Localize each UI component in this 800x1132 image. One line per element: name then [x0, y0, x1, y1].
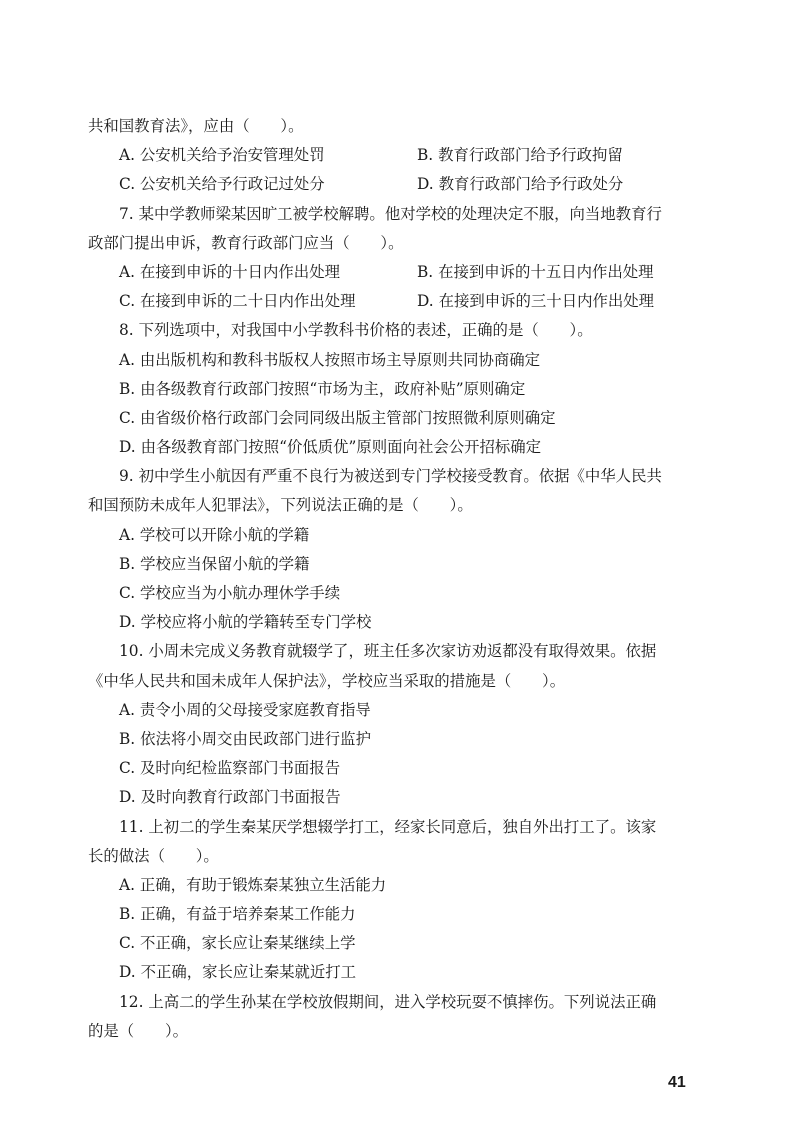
q11-stem-line-1: 11. 上初二的学生秦某厌学想辍学打工，经家长同意后，独自外出打工了。该家: [119, 817, 657, 836]
page-content: [88, 112, 708, 1046]
q7-options-row-1: [88, 258, 708, 287]
q9-option-c: C. 学校应当为小航办理休学手续: [119, 584, 341, 602]
q7-option-c: C. 在接到申诉的二十日内作出处理: [119, 292, 356, 311]
q9-option-a: A. 学校可以开除小航的学籍: [119, 525, 310, 544]
q6-options-row-1: [88, 141, 708, 170]
q7-stem-line-1: 7. 某中学教师梁某因旷工被学校解聘。他对学校的处理决定不服，向当地教育行: [119, 204, 662, 223]
q8-option-b: B. 由各级教育行政部门按照“市场为主，政府补贴”原则确定: [119, 379, 526, 398]
q11-option-b: B. 正确，有益于培养秦某工作能力: [119, 905, 356, 924]
q11-option-d: D. 不正确，家长应让秦某就近打工: [119, 963, 357, 982]
q8-option-a: A. 由出版机构和教科书版权人按照市场主导原则共同协商确定: [119, 350, 541, 369]
q6-stem-continuation: 共和国教育法》，应由（ ）。: [88, 117, 304, 135]
q10-option-c: C. 及时向纪检监察部门书面报告: [119, 759, 341, 778]
q11-option-c: C. 不正确，家长应让秦某继续上学: [119, 934, 356, 953]
q11-stem-line-2: 长的做法（ ）。: [88, 846, 219, 865]
q10-stem-line-1: 10. 小周未完成义务教育就辍学了，班主任多次家访劝返都没有取得效果。依据: [119, 642, 657, 661]
q12-stem-line-2: 的是（ ）。: [88, 1021, 189, 1040]
q6-option-b: B. 教育行政部门给予行政拘留: [417, 146, 623, 165]
q9-option-d: D. 学校应将小航的学籍转至专门学校: [119, 613, 372, 632]
q7-option-d: D. 在接到申诉的三十日内作出处理: [417, 292, 655, 311]
q8-stem-line-1: 8. 下列选项中，对我国中小学教科书价格的表述，正确的是（ ）。: [119, 321, 593, 340]
q7-option-b: B. 在接到申诉的十五日内作出处理: [417, 262, 654, 281]
q10-option-a: A. 责令小周的父母接受家庭教育指导: [119, 700, 371, 719]
q12-stem-line-1: 12. 上高二的学生孙某在学校放假期间，进入学校玩耍不慎摔伤。下列说法正确: [119, 992, 657, 1011]
q10-option-d: D. 及时向教育行政部门书面报告: [119, 788, 341, 807]
q6-option-d: D. 教育行政部门给予行政处分: [417, 175, 624, 194]
q7-options-row-2: [88, 287, 708, 316]
q7-stem-line-2: 政部门提出申诉，教育行政部门应当（ ）。: [88, 233, 404, 252]
q6-option-a: A. 公安机关给予治安管理处罚: [119, 146, 325, 165]
q7-option-a: A. 在接到申诉的十日内作出处理: [119, 262, 340, 281]
q11-option-a: A. 正确，有助于锻炼秦某独立生活能力: [119, 875, 387, 894]
q6-options-row-2: [88, 170, 708, 199]
q10-stem-line-2: 《中华人民共和国未成年人保护法》，学校应当采取的措施是（ ）。: [88, 671, 566, 690]
page-number: 41: [668, 1074, 686, 1091]
q9-option-b: B. 学校应当保留小航的学籍: [119, 554, 310, 573]
q10-option-b: B. 依法将小周交由民政部门进行监护: [119, 729, 371, 748]
q8-option-d: D. 由各级教育部门按照“价低质优”原则面向社会公开招标确定: [119, 438, 542, 457]
q6-option-c: C. 公安机关给予行政记过处分: [119, 175, 325, 194]
q9-stem-line-2: 和国预防未成年人犯罪法》，下列说法正确的是（ ）。: [88, 496, 473, 515]
q8-option-c: C. 由省级价格行政部门会同同级出版主管部门按照微利原则确定: [119, 408, 556, 427]
q9-stem-line-1: 9. 初中学生小航因有严重不良行为被送到专门学校接受教育。依据《中华人民共: [119, 467, 662, 486]
